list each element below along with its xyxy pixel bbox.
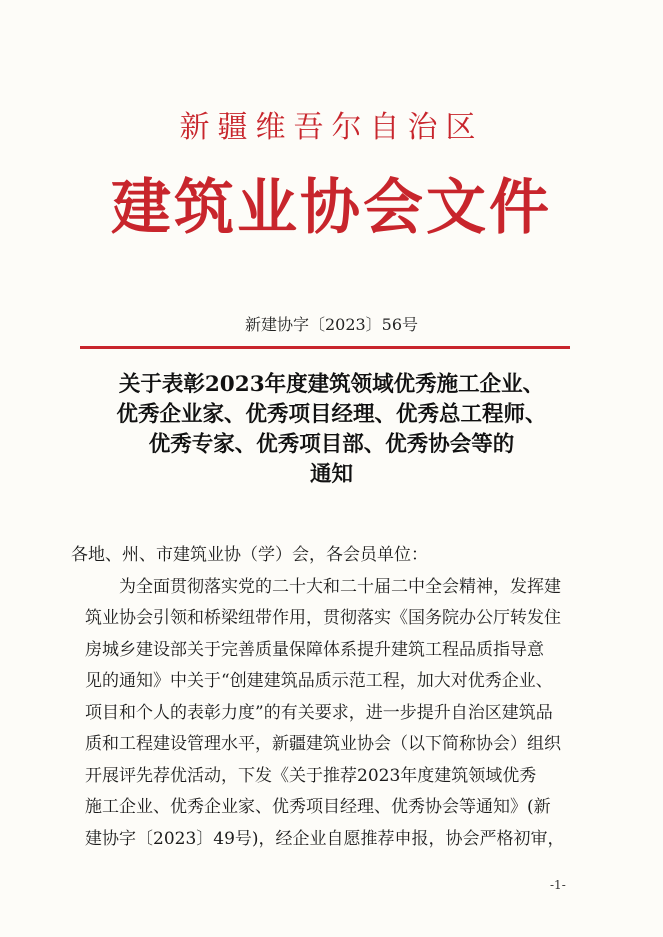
- heading-line: 优秀专家、优秀项目部、优秀协会等的: [148, 432, 515, 457]
- body-line: 项目和个人的表彰力度”的有关要求，进一步提升自治区建筑品: [85, 702, 553, 723]
- body-line: 为全面贯彻落实党的二十大和二十届二中全会精神，发挥建: [85, 576, 561, 597]
- page-number: -1-: [550, 878, 566, 892]
- notice-heading: [40, 370, 623, 490]
- heading-line: 通知: [309, 462, 353, 487]
- red-divider: [80, 346, 570, 349]
- body-line: 房城乡建设部关于完善质量保障体系提升建筑工程品质指导意: [85, 639, 544, 660]
- body-line: 质和工程建设管理水平，新疆建筑业协会（以下简称协会）组织: [85, 734, 561, 754]
- notice-body: [71, 540, 585, 855]
- heading-line: 关于表彰2023年度建筑领域优秀施工企业、: [118, 372, 545, 397]
- body-line: 建协字〔2023〕49号)，经企业自愿推荐申报，协会严格初审，: [85, 828, 565, 849]
- body-line: 施工企业、优秀企业家、优秀项目经理、优秀协会等通知》(新: [85, 797, 551, 817]
- heading-line: 优秀企业家、优秀项目经理、优秀总工程师、: [116, 402, 547, 427]
- body-line: 开展评先荐优活动，下发《关于推荐2023年度建筑领域优秀: [85, 765, 537, 786]
- body-line: 见的通知》中关于“创建建筑品质示范工程，加大对优秀企业、: [85, 671, 553, 691]
- document-number: 新建协字〔2023〕56号: [244, 315, 419, 334]
- document-header-title: 建筑业协会文件: [111, 173, 552, 243]
- body-line: 筑业协会引领和桥梁纽带作用，贯彻落实《国务院办公厅转发住: [85, 608, 561, 628]
- issuing-region: 新疆维吾尔自治区: [179, 110, 484, 145]
- salutation: 各地、州、市建筑业协（学）会，各会员单位：: [71, 545, 428, 565]
